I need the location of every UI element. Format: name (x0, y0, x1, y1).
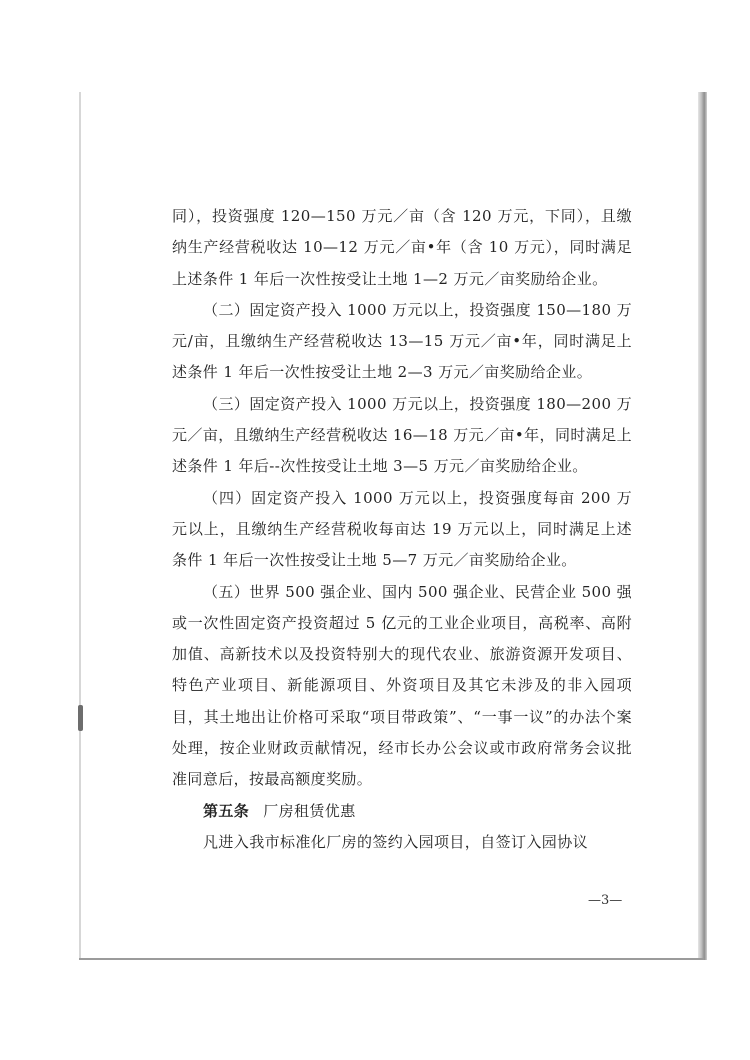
article-heading (172, 796, 632, 827)
scan-left-edge (79, 92, 81, 960)
paragraph-item-3: （三）固定资产投入 1000 万元以上，投资强度 180—200 万元／亩，且缴纳生产经营税收达 16—18 万元／亩•年，同时满足上述条件 1 年后--次性按受让土地 3—5 万元／亩奖励给企业。 (172, 394, 632, 476)
scan-binding-mark (78, 705, 83, 731)
article-title: 厂房租赁优惠 (263, 801, 356, 820)
page-number: —3— (588, 893, 623, 908)
article-number: 第五条 (203, 801, 250, 820)
scan-right-shadow (698, 92, 707, 960)
paragraph-item-2: （二）固定资产投入 1000 万元以上，投资强度 150—180 万元/亩，且缴纳生产经营税收达 13—15 万元／亩•年，同时满足上述条件 1 年后一次性按受让土地 2—3 万元／亩奖励给企业。 (172, 300, 632, 382)
paragraph-item-4: （四）固定资产投入 1000 万元以上，投资强度每亩 200 万元以上，且缴纳生产经营税收每亩达 19 万元以上，同时满足上述条件 1 年后一次性按受让土地 5—7 万元／亩奖励给企业。 (172, 488, 632, 570)
scan-bottom-edge (79, 958, 704, 960)
paragraph-continued: 同），投资强度 120—150 万元／亩（含 120 万元，下同），且缴纳生产经营税收达 10—12 万元／亩•年（含 10 万元），同时满足上述条件 1 年后一次性按受让土地 1—2 万元／亩奖励给企业。 (172, 207, 632, 288)
paragraph-item-5: （五）世界 500 强企业、国内 500 强企业、民营企业 500 强或一次性固定资产投资超过 5 亿元的工业企业项目，高税率、高附加值、高新技术以及投资特别大的现代农业、旅游资源开发项目、特色产业项目、新能源项目、外资项目及其它未涉及的非入园项目，其土地出让价格可采取“项目带政策”、“一事一议”的办法个案处理，按企业财政贡献情况，经市长办公会议或市政府常务会议批准同意后，按最高额度奖励。 (172, 582, 632, 789)
document-body (172, 201, 632, 858)
paragraph-article-5: 凡进入我市标准化厂房的签约入园项目，自签订入园协议 (203, 832, 589, 851)
